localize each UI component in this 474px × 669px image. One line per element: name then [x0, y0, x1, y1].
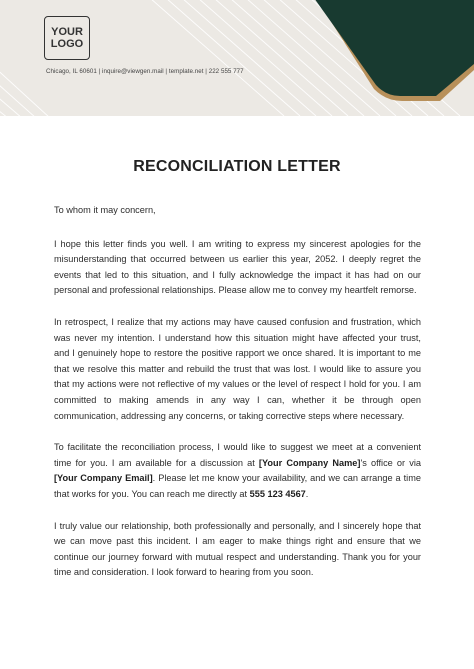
paragraph-3-text-c: . Please let me know your availability, and we can arrange a time that works for you. You can reach me directly at: [54, 473, 421, 499]
logo-text-line1: YOUR: [51, 26, 83, 38]
paragraph-3-text-a: To facilitate the reconciliation process, I would like to suggest we meet at a convenient time for you. I am available for a discussion at: [54, 442, 421, 468]
letterhead: [0, 0, 474, 116]
paragraph-3-text-d: .: [305, 488, 309, 499]
diagonal-lines-left: [0, 54, 50, 116]
company-logo: [44, 16, 90, 60]
phone-number: 555 123 4567: [249, 488, 306, 499]
contact-info: Chicago, IL 60601 | inquire@viewgen.mail | template.net | 222 555 777: [46, 68, 244, 75]
letter-body: [54, 203, 421, 597]
company-name-placeholder: [Your Company Name]: [258, 457, 361, 468]
paragraph-4: I truly value our relationship, both professionally and personally, and I sincerely hope that we can move past this incident. I am eager to make things right and ensure that we continue our journey forward with mutual respect and understanding. Thank you for your time and consideration. I look forward to hearing from you soon.: [54, 520, 421, 578]
paragraph-1: I hope this letter finds you well. I am writing to express my sincerest apologies for the misunderstanding that occurred between us earlier this year, 2052. I deeply regret the events that led to this situation, and I fully acknowledge the impact it has had on our personal and professional relationships. Please allow me to convey my heartfelt remorse.: [54, 238, 421, 296]
letter-title: RECONCILIATION LETTER: [133, 158, 341, 175]
dark-green-accent-shape: [314, 0, 474, 96]
paragraph-3: [54, 440, 421, 502]
logo-text-line2: LOGO: [50, 38, 84, 50]
company-email-placeholder: [Your Company Email]: [54, 473, 153, 484]
salutation: To whom it may concern,: [54, 205, 156, 215]
paragraph-3-text-b: 's office or via: [360, 457, 421, 468]
paragraph-2: In retrospect, I realize that my actions may have caused confusion and frustration, which was never my intention. I understand how this situation might have affected your trust, and I genuinely hope to restore the positive rapport we once shared. It is important to me that we resolve this matter and rebuild the trust that was lost. I would like to assure you that my actions were not reflective of my values or the level of respect I hold for you. I am committed to making amends in any way I can, whether it be through open communication, addressing any concerns, or taking corrective steps where necessary.: [54, 316, 421, 421]
